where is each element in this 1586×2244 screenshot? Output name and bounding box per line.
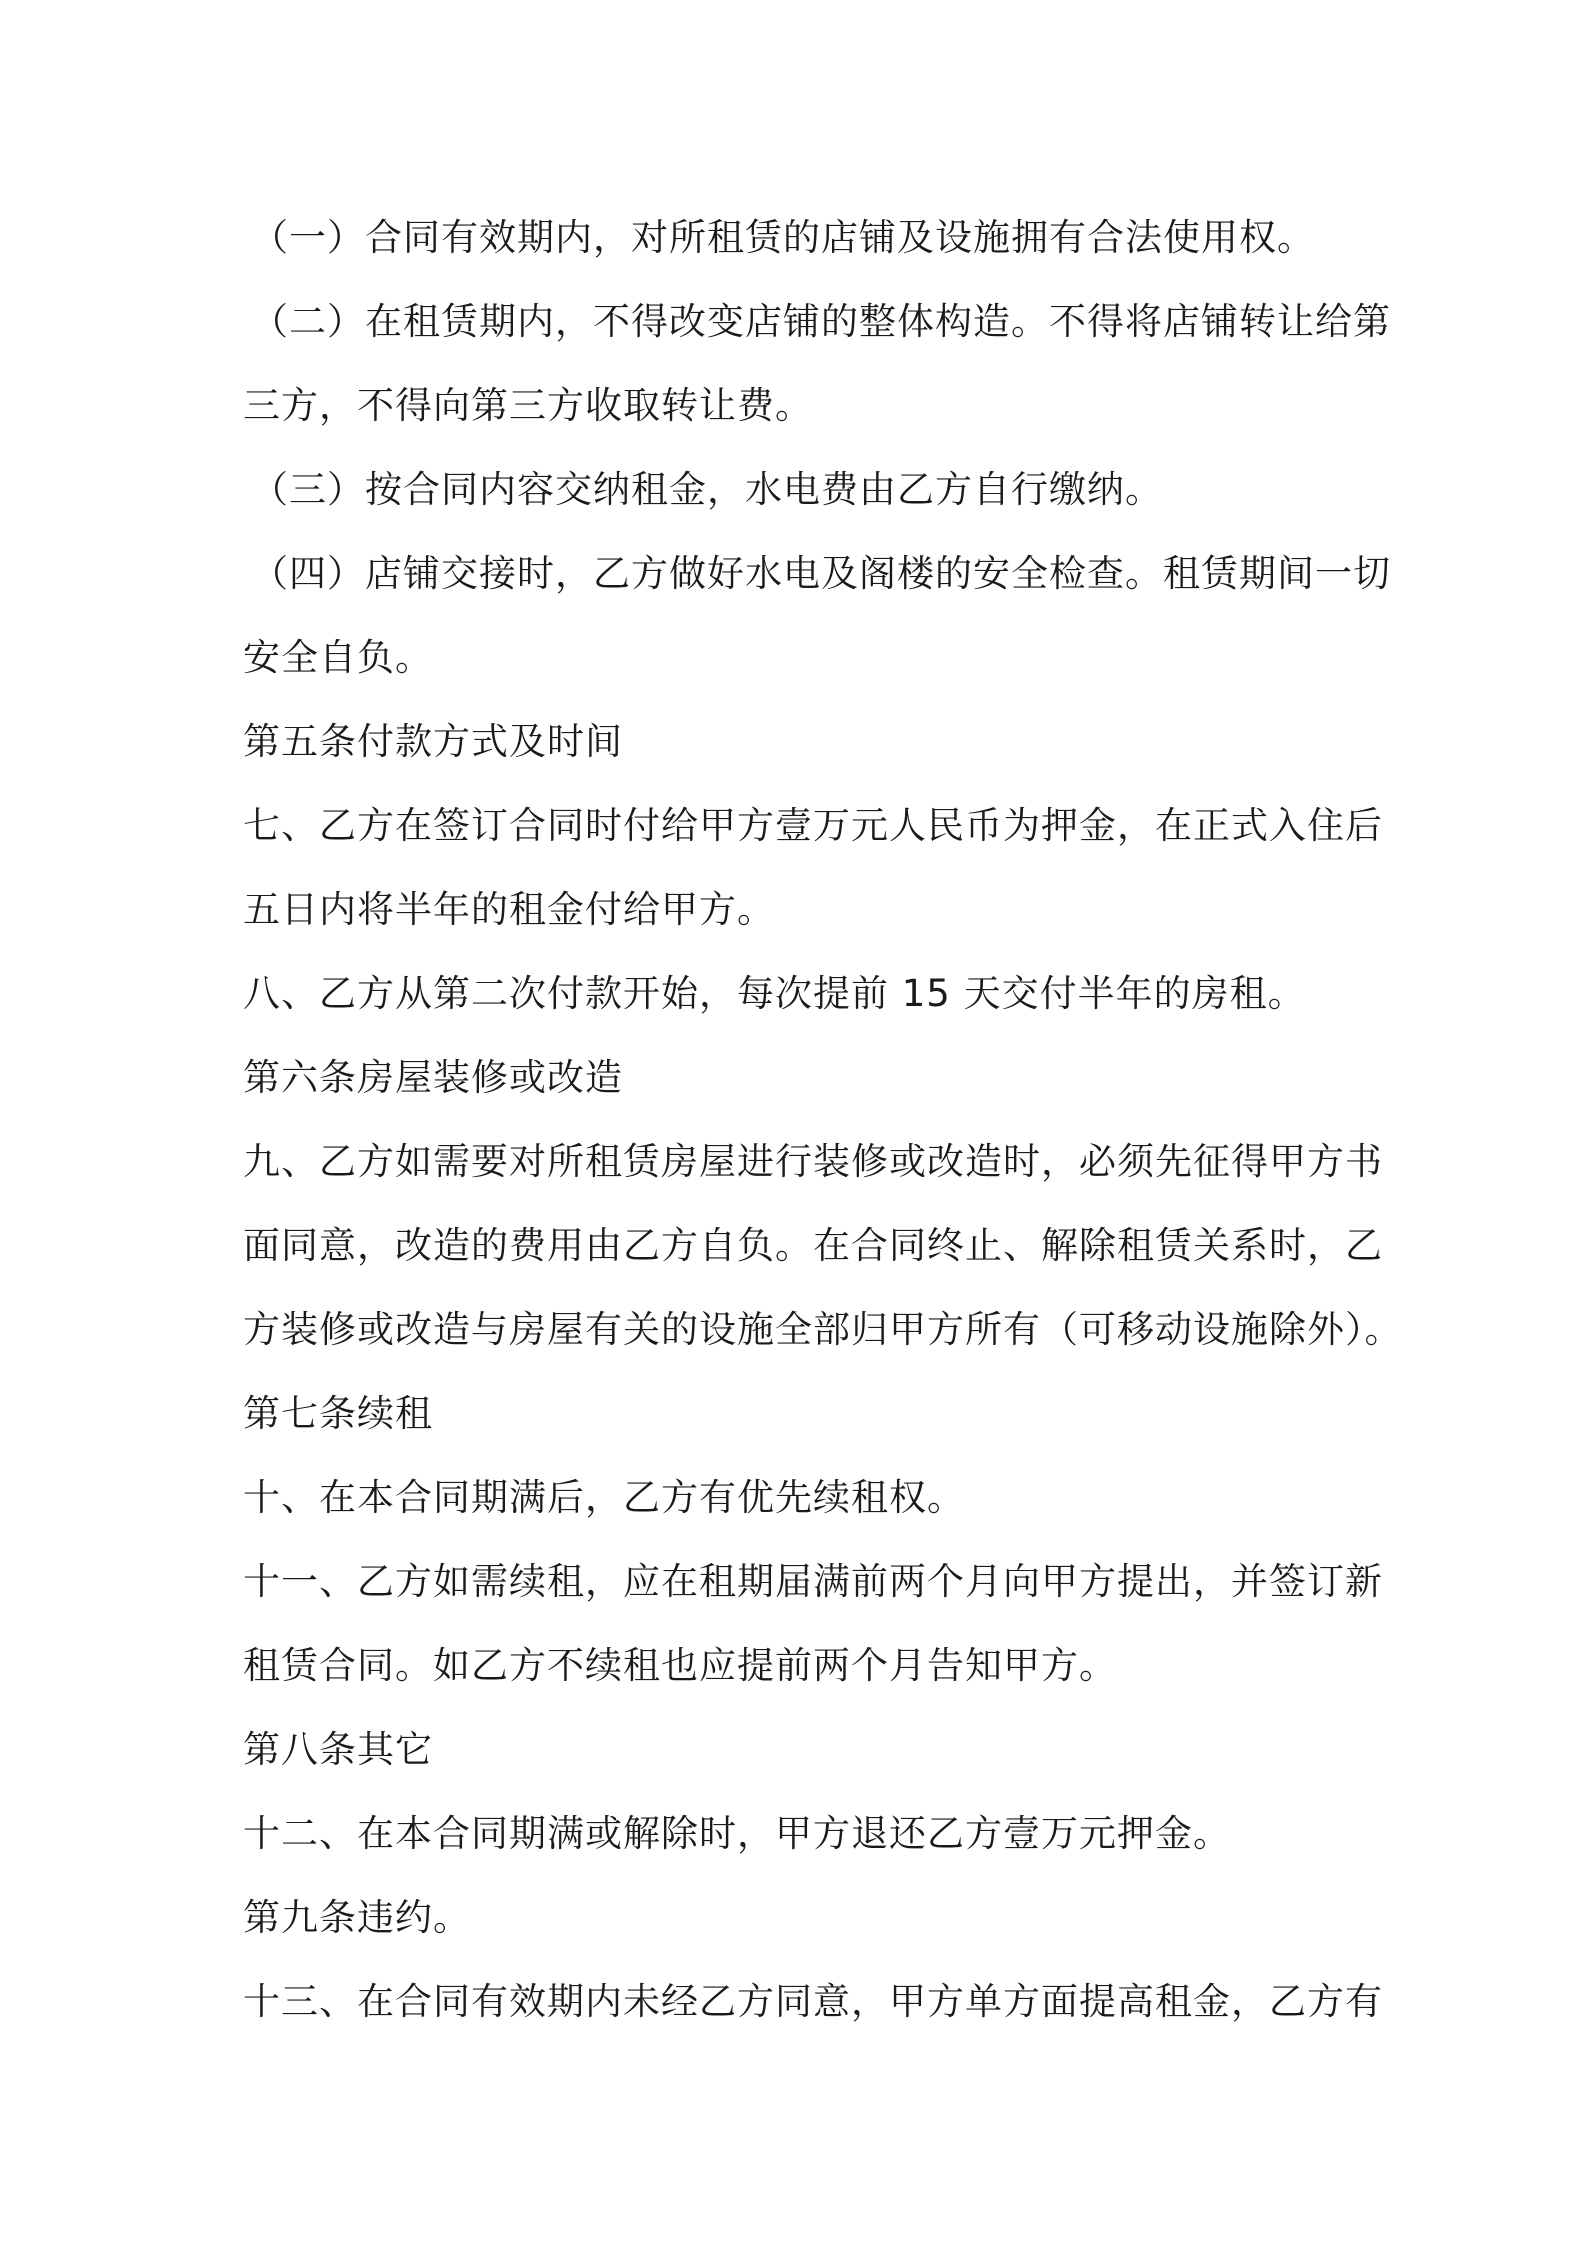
document-body: [243, 196, 1403, 2044]
clause-line: 十、在本合同期满后，乙方有优先续租权。: [243, 1476, 965, 1519]
clause-line: 五日内将半年的租金付给甲方。: [243, 888, 775, 931]
clause-line: 方装修或改造与房屋有关的设施全部归甲方所有（可移动设施除外）。: [243, 1308, 1403, 1351]
clause-line: （四）店铺交接时，乙方做好水电及阁楼的安全检查。租赁期间一切: [251, 552, 1391, 595]
section-heading: 第六条房屋装修或改造: [243, 1056, 623, 1099]
section-heading: 第五条付款方式及时间: [243, 720, 623, 763]
clause-line: （一）合同有效期内，对所租赁的店铺及设施拥有合法使用权。: [251, 216, 1315, 259]
section-heading: 第九条违约。: [243, 1896, 471, 1939]
clause-line: 十三、在合同有效期内未经乙方同意，甲方单方面提高租金，乙方有: [243, 1980, 1383, 2023]
clause-line: 七、乙方在签订合同时付给甲方壹万元人民币为押金，在正式入住后: [243, 804, 1383, 847]
clause-line: 十一、乙方如需续租，应在租期届满前两个月向甲方提出，并签订新: [243, 1560, 1383, 1603]
clause-line: （二）在租赁期内，不得改变店铺的整体构造。不得将店铺转让给第: [251, 300, 1391, 343]
clause-line: 面同意，改造的费用由乙方自负。在合同终止、解除租赁关系时，乙: [243, 1224, 1383, 1267]
clause-line: 租赁合同。如乙方不续租也应提前两个月告知甲方。: [243, 1644, 1117, 1687]
clause-line: 三方，不得向第三方收取转让费。: [243, 384, 813, 427]
clause-line: 安全自负。: [243, 636, 433, 679]
clause-line: 八、乙方从第二次付款开始，每次提前 15 天交付半年的房租。: [243, 972, 1306, 1015]
clause-line: 九、乙方如需要对所租赁房屋进行装修或改造时，必须先征得甲方书: [243, 1140, 1383, 1183]
section-heading: 第八条其它: [243, 1728, 433, 1771]
section-heading: 第七条续租: [243, 1392, 433, 1435]
clause-line: （三）按合同内容交纳租金，水电费由乙方自行缴纳。: [251, 468, 1163, 511]
clause-line: 十二、在本合同期满或解除时，甲方退还乙方壹万元押金。: [243, 1812, 1231, 1855]
